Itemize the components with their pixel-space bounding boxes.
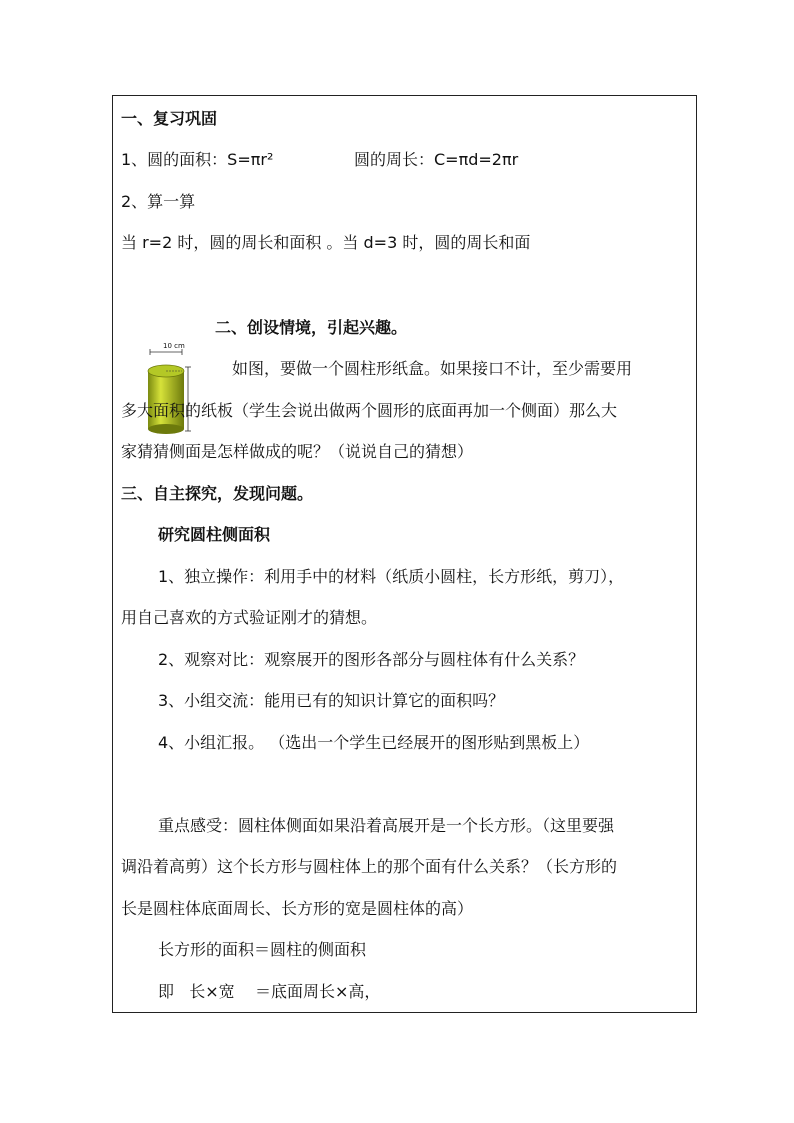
step-1-line-b: 用自己喜欢的方式验证刚才的猜想。 — [121, 608, 378, 627]
formula-line-2: 即 长×宽 ＝底面周长×高， — [158, 982, 381, 1001]
circle-circumference-formula: 圆的周长：C=πd=2πr — [354, 150, 519, 169]
circle-area-formula: 1、圆的面积：S=πr² — [121, 150, 274, 169]
cylinder-figure — [144, 343, 202, 438]
situation-line-3: 家猜猜侧面是怎样做成的呢？（说说自己的猜想） — [121, 442, 474, 461]
diameter-label: 10 cm — [163, 342, 185, 350]
step-3: 3、小组交流：能用已有的知识计算它的面积吗？ — [158, 691, 505, 710]
section-heading-situation: 二、创设情境，引起兴趣。 — [215, 318, 408, 337]
calc-heading: 2、算一算 — [121, 192, 196, 211]
key-point-line-c: 长是圆柱体底面周长、长方形的宽是圆柱体的高） — [121, 899, 474, 918]
step-1-line-a: 1、独立操作：利用手中的材料（纸质小圆柱，长方形纸，剪刀）， — [158, 567, 625, 586]
section-heading-explore: 三、自主探究，发现问题。 — [121, 484, 314, 503]
step-4: 4、小组汇报。 （选出一个学生已经展开的图形贴到黑板上） — [158, 733, 590, 752]
situation-line-2: 多大面积的纸板（学生会说出做两个圆形的底面再加一个侧面）那么大 — [121, 401, 618, 420]
situation-line-1: 如图，要做一个圆柱形纸盒。如果接口不计，至少需要用 — [232, 359, 633, 378]
step-2: 2、观察对比：观察展开的图形各部分与圆柱体有什么关系？ — [158, 650, 585, 669]
cylinder-illustration — [144, 343, 202, 438]
explore-subheading: 研究圆柱侧面积 — [158, 525, 271, 544]
section-heading-review: 一、复习巩固 — [121, 109, 218, 128]
calc-problem: 当 r=2 时，圆的周长和面积 。当 d=3 时，圆的周长和面 — [121, 233, 531, 252]
formula-line-1: 长方形的面积＝圆柱的侧面积 — [158, 940, 367, 959]
key-point-line-a: 重点感受：圆柱体侧面如果沿着高展开是一个长方形。（这里要强 — [158, 816, 615, 835]
key-point-line-b: 调沿着高剪）这个长方形与圆柱体上的那个面有什么关系？（长方形的 — [121, 857, 618, 876]
